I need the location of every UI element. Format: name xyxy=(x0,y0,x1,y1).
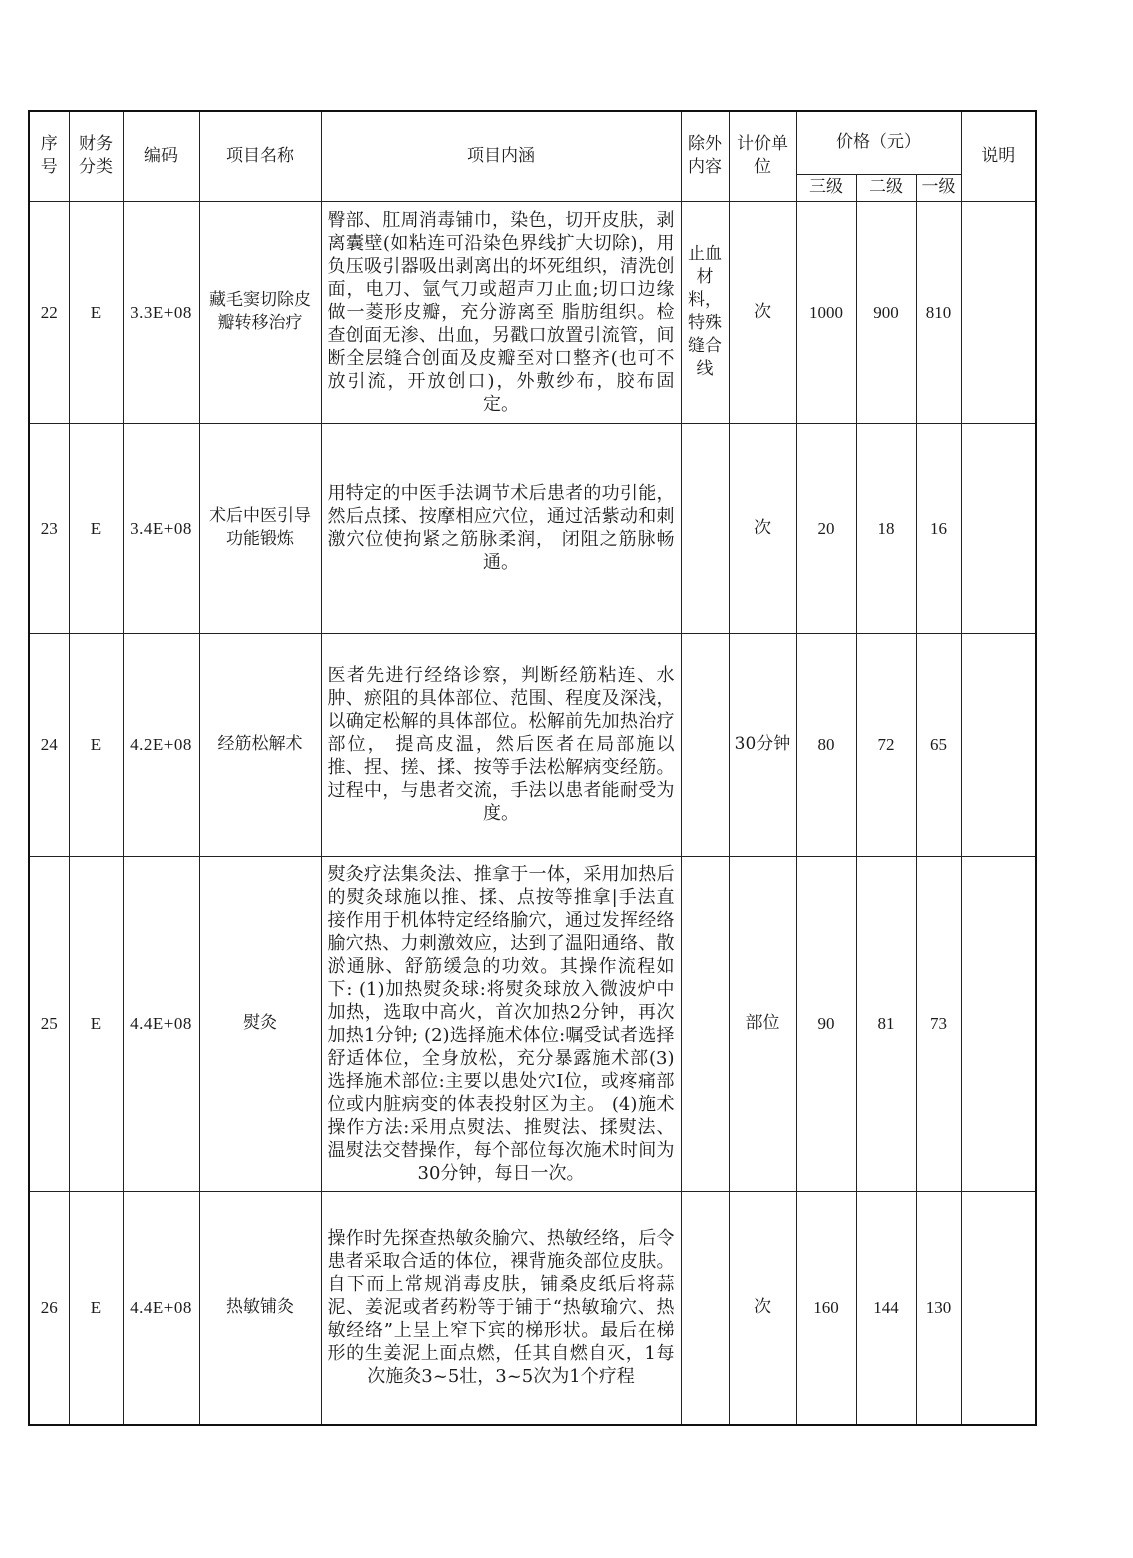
cell-price-level1: 73 xyxy=(916,856,961,1191)
cell-price-level2: 900 xyxy=(856,201,916,423)
cell-item-name: 术后中医引导功能锻炼 xyxy=(199,423,321,633)
cell-item-name: 热敏铺灸 xyxy=(199,1191,321,1425)
cell-code: 4.2E+08 xyxy=(123,633,199,856)
cell-price-level2: 72 xyxy=(856,633,916,856)
cell-price-level3: 160 xyxy=(796,1191,856,1425)
cell-category: E xyxy=(69,856,123,1191)
cell-category: E xyxy=(69,633,123,856)
cell-excluded xyxy=(681,633,729,856)
cell-code: 3.3E+08 xyxy=(123,201,199,423)
table-row xyxy=(29,423,1036,633)
cell-note xyxy=(961,423,1036,633)
cell-code: 4.4E+08 xyxy=(123,1191,199,1425)
cell-excluded xyxy=(681,856,729,1191)
price-table xyxy=(28,110,1037,1426)
table-row xyxy=(29,633,1036,856)
cell-item-name: 经筋松解术 xyxy=(199,633,321,856)
cell-item-content: 操作时先探查热敏灸腧穴、热敏经络，后令患者采取合适的体位，裸背施灸部位皮肤。自下而上常规消毒皮肤，铺桑皮纸后将蒜泥、姜泥或者药粉等于铺于“热敏瑜穴、热敏经络”上呈上窄下宾的梯形状。最后在梯形的生姜泥上面点燃，任其自燃自灭，1每次施灸3~5壮，3~5次为1个疗程 xyxy=(321,1191,681,1425)
header-price: 价格（元） xyxy=(796,111,961,174)
header-excluded: 除外内容 xyxy=(681,111,729,201)
cell-category: E xyxy=(69,201,123,423)
header-code: 编码 xyxy=(123,111,199,201)
header-note: 说明 xyxy=(961,111,1036,201)
cell-price-level1: 810 xyxy=(916,201,961,423)
table-row xyxy=(29,856,1036,1191)
header-level1: 一级 xyxy=(916,174,961,201)
cell-note xyxy=(961,633,1036,856)
cell-price-level1: 65 xyxy=(916,633,961,856)
table-row xyxy=(29,1191,1036,1425)
cell-price-level3: 20 xyxy=(796,423,856,633)
cell-unit: 次 xyxy=(729,1191,796,1425)
header-level2: 二级 xyxy=(856,174,916,201)
cell-code: 4.4E+08 xyxy=(123,856,199,1191)
cell-unit: 30分钟 xyxy=(729,633,796,856)
cell-item-content: 臀部、肛周消毒铺巾，染色，切开皮肤，剥离囊壁(如粘连可沿染色界线扩大切除)，用负压吸引器吸出剥离出的坏死组织，清洗创面，电刀、氩气刀或超声刀止血;切口边缘做一菱形皮瓣，充分游离至 脂肪组织。检查创面无渗、出血，另戳口放置引流管，间断全层缝合创面及皮瓣至对口整齐(也可不放引流，开放创口)，外敷纱布，胶布固定。 xyxy=(321,201,681,423)
cell-category: E xyxy=(69,1191,123,1425)
cell-seq: 24 xyxy=(29,633,69,856)
cell-price-level1: 16 xyxy=(916,423,961,633)
cell-note xyxy=(961,856,1036,1191)
cell-seq: 26 xyxy=(29,1191,69,1425)
cell-price-level3: 90 xyxy=(796,856,856,1191)
header-unit: 计价单位 xyxy=(729,111,796,201)
cell-price-level2: 144 xyxy=(856,1191,916,1425)
header-seq: 序号 xyxy=(29,111,69,201)
cell-seq: 23 xyxy=(29,423,69,633)
cell-item-content: 医者先进行经络诊察，判断经筋粘连、水肿、瘀阻的具体部位、范围、程度及深浅，以确定松解的具体部位。松解前先加热治疗部位， 提高皮温，然后医者在局部施以推、捏、搓、揉、按等手法松解病变经筋。过程中，与患者交流，手法以患者能耐受为度。 xyxy=(321,633,681,856)
cell-note xyxy=(961,1191,1036,1425)
header-level3: 三级 xyxy=(796,174,856,201)
cell-unit: 次 xyxy=(729,201,796,423)
header-category: 财务分类 xyxy=(69,111,123,201)
cell-price-level3: 1000 xyxy=(796,201,856,423)
cell-price-level1: 130 xyxy=(916,1191,961,1425)
cell-seq: 22 xyxy=(29,201,69,423)
cell-item-name: 藏毛窦切除皮瓣转移治疗 xyxy=(199,201,321,423)
cell-item-content: 用特定的中医手法调节术后患者的功引能，然后点揉、按摩相应穴位，通过活紫动和刺激穴位使拘紧之筋脉柔润， 闭阻之筋脉畅通。 xyxy=(321,423,681,633)
cell-excluded: 止血材料，特殊缝合线 xyxy=(681,201,729,423)
cell-item-content: 熨灸疗法集灸法、推拿于一体，采用加热后的熨灸球施以推、揉、点按等推拿|手法直接作用于机体特定经络腧穴，通过发挥经络腧穴热、力刺激效应，达到了温阳通络、散淤通脉、舒筋缓急的功效。其操作流程如下: (1)加热熨灸球:将熨灸球放入微波炉中加热，选取中高火，首次加热2分钟，再次加热1分钟; (2)选择施术体位:嘱受试者选择舒适体位，全身放松，充分暴露施术部(3)选择施术部位:主要以患处穴I位，或疼痛部位或内脏病变的体表投射区为主。 (4)施术操作方法:采用点熨法、推熨法、揉熨法、温熨法交替操作，每个部位每次施术时间为30分钟，每日一次。 xyxy=(321,856,681,1191)
cell-category: E xyxy=(69,423,123,633)
cell-excluded xyxy=(681,423,729,633)
cell-unit: 次 xyxy=(729,423,796,633)
cell-excluded xyxy=(681,1191,729,1425)
header-item-content: 项目内涵 xyxy=(321,111,681,201)
cell-code: 3.4E+08 xyxy=(123,423,199,633)
table-row xyxy=(29,201,1036,423)
cell-unit: 部位 xyxy=(729,856,796,1191)
cell-price-level2: 81 xyxy=(856,856,916,1191)
cell-item-name: 熨灸 xyxy=(199,856,321,1191)
header-row xyxy=(29,111,1036,174)
header-item-name: 项目名称 xyxy=(199,111,321,201)
cell-price-level2: 18 xyxy=(856,423,916,633)
cell-price-level3: 80 xyxy=(796,633,856,856)
cell-note xyxy=(961,201,1036,423)
cell-seq: 25 xyxy=(29,856,69,1191)
